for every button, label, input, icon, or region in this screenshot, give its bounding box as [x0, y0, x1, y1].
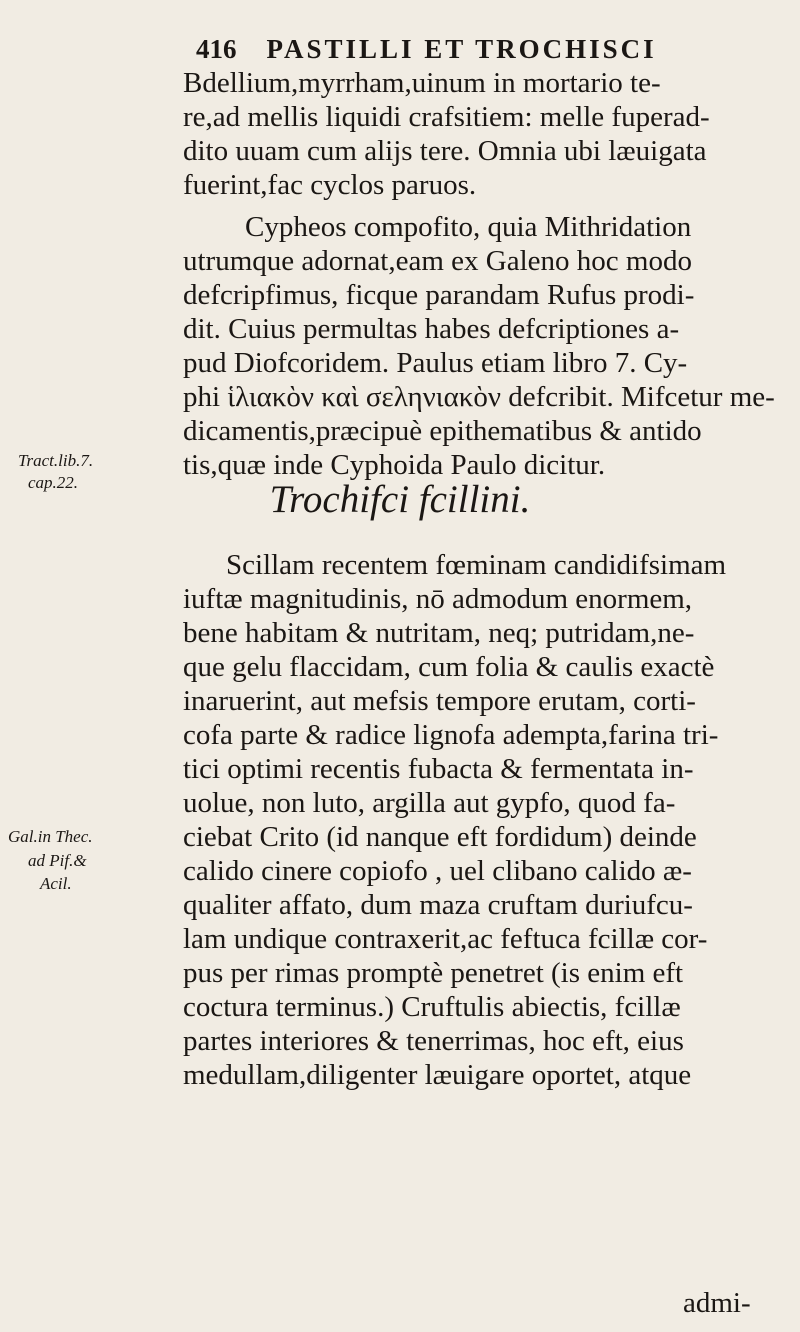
text-line: defcripfimus, ficque parandam Rufus prodi- — [183, 279, 695, 311]
text-line: utrumque adornat,eam ex Galeno hoc modo — [183, 245, 692, 277]
text-line: pud Diofcoridem. Paulus etiam libro 7. Cy- — [183, 347, 688, 379]
text-line: tis,quæ inde Cyphoida Paulo dicitur. — [183, 449, 606, 481]
margin-note-reference: Gal.in Thec. — [8, 827, 93, 846]
text-line: coctura terminus.) Cruftulis abiectis, fcillæ — [183, 991, 681, 1023]
text-line: uolue, non luto, argilla aut gypfo, quod fa- — [183, 787, 676, 819]
text-line: qualiter affato, dum maza cruftam duriufcu- — [183, 889, 693, 921]
text-line: que gelu flaccidam, cum folia & caulis exactè — [183, 651, 715, 683]
text-line: medullam,diligenter læuigare oportet, atque — [183, 1059, 692, 1091]
margin-note-reference: ad Pif.& — [28, 851, 87, 870]
page-number: 416 — [196, 34, 237, 64]
catchword: admi- — [683, 1287, 751, 1319]
text-line: ciebat Crito (id nanque eft fordidum) deinde — [183, 821, 697, 853]
text-line: partes interiores & tenerrimas, hoc eft, eius — [183, 1025, 684, 1057]
text-line: dito uuam cum alijs tere. Omnia ubi læuigata — [183, 135, 707, 167]
margin-note-reference: Acil. — [40, 874, 72, 893]
text-line: iuftæ magnitudinis, nō admodum enormem, — [183, 583, 693, 615]
text-line: Cypheos compofito, quia Mithridation — [245, 211, 692, 243]
text-line: lam undique contraxerit,ac feftuca fcillæ cor- — [183, 923, 708, 955]
margin-note-reference: cap.22. — [28, 473, 79, 492]
text-line: fuerint,fac cyclos paruos. — [183, 169, 477, 201]
running-header — [196, 33, 657, 65]
text-line: Bdellium,myrrham,uinum in mortario te- — [183, 67, 661, 99]
text-line: dicamentis,præcipuè epithematibus & antido — [183, 415, 702, 447]
margin-note-reference: Tract.lib.7. — [18, 451, 94, 470]
text-line: dit. Cuius permultas habes defcriptiones a- — [183, 313, 680, 345]
section-heading: Trochifci fcillini. — [269, 478, 531, 521]
text-line: pus per rimas promptè penetret (is enim eft — [183, 957, 684, 989]
text-line: cofa parte & radice lignofa adempta,farina tri- — [183, 719, 719, 751]
text-line: re,ad mellis liquidi crafsitiem: melle fuperad- — [183, 101, 710, 133]
text-line: calido cinere copiofo , uel clibano calido æ- — [183, 855, 692, 887]
text-line: Scillam recentem fœminam candidifsimam — [226, 549, 727, 581]
text-line: tici optimi recentis fubacta & fermentata in- — [183, 753, 694, 785]
running-head-title: PASTILLI ET TROCHISCI — [266, 34, 657, 64]
text-line: bene habitam & nutritam, neq; putridam,ne- — [183, 617, 695, 649]
text-line: inaruerint, aut mefsis tempore erutam, corti- — [183, 685, 696, 717]
text-line: phi ἱλιακὸν καὶ σεληνιακὸν defcribit. Mifcetur me- — [183, 381, 775, 413]
